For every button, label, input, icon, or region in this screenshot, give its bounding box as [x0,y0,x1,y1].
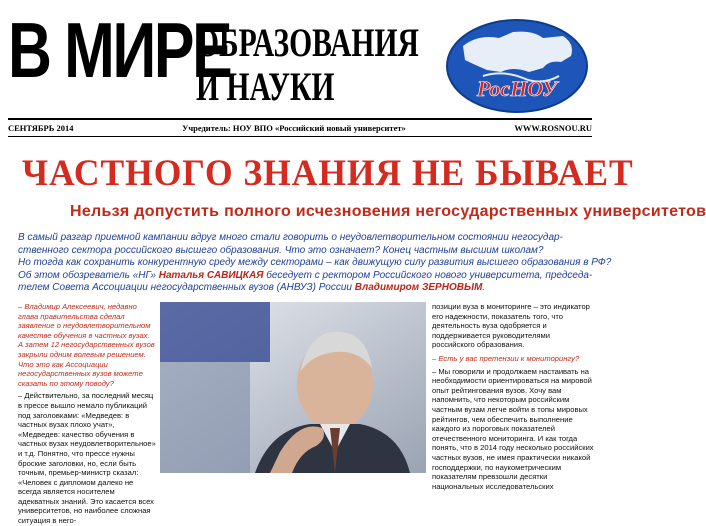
interview-answer: – Мы говорили и продолжаем настаивать на необходимости ориентироваться на мировой опыт рейтингования вузов. Хочу вам напомнить, что некоторым российским частным вузам легче войти в топы мировых рейтингов, чем обеспечить выполнение каждого из пороговых показателей отечественного мониторинга. И как тогда понять, что в 2014 году несколько российских частных вузов, не имея практически никакой господдержки, по наукометрическим показателям превзошли десятки национальных исследовательских [432,366,594,491]
article-column-left [18,302,156,526]
lead-line: телем Совета Ассоциации негосударственных вузов (АНВУЗ) России Владимиром ЗЕРНОВЫМ. [18,282,486,293]
lead-line: Об этом обозреватель «НГ» Наталья САВИЦКАЯ беседует с ректором Российского нового университета, председа- [18,269,593,281]
website-link[interactable]: WWW.ROSNOU.RU [514,123,592,133]
issue-date: СЕНТЯБРЬ 2014 [8,123,74,133]
logo-text: РосНОУ [476,76,558,101]
article-photo [160,302,426,473]
masthead-title-line1: ОБРАЗОВАНИЯ [196,20,419,65]
article-subheadline: Нельзя допустить полного исчезновения негосударственных университетов [70,203,706,220]
article-column-right [432,302,594,491]
masthead-title-line2: И НАУКИ [196,64,335,109]
masthead-rule-bottom [8,136,592,137]
journalist-name: Наталья САВИЦКАЯ [158,269,264,281]
masthead-info-bar [8,121,592,135]
article-paragraph: позиции вуза в мониторинге – это индикатор его надежности, показатель того, что деятельность вуза одобряется и поддерживается руководителями российского образования. [432,302,590,350]
portrait-photo [160,302,426,473]
lead-line: В самый разгар приемной кампании вдруг много стали говорить о неудовлетворительном состоянии негосудар- [18,232,563,243]
interview-question: – Есть у вас претензии к мониторингу? [432,353,580,363]
masthead-rule-top [8,118,592,120]
interviewee-name: Владимиром ЗЕРНОВЫМ [354,282,483,293]
interview-answer: – Действительно, за последний месяц в прессе вышло немало публикаций под заголовками: «Медведев: в частных вузах плохо учат», «Медведев: качество обучения в частных вузах неудовлетворительное» и т.д. Понятно, что прессе нужны броские заголовки, но, если быть точным, премьер-министр сказал: «Человек с дипломом далеко не всегда является носителем адекватных знаний. Это касается всех университетов, но наиболее сложная ситуация в него- [18,391,156,526]
masthead-title-main: В МИРЕ [8,6,231,94]
lead-line: Но тогда как сохранить конкурентную среду между секторами – как движущую силу развития высшего образования в РФ? [18,257,612,268]
rosnou-logo [443,16,591,120]
article-lead [18,232,612,295]
lead-line: ственного сектора российского высшего образования. Что это означает? Конец частным высшим школам? [18,244,544,256]
article-headline: ЧАСТНОГО ЗНАНИЯ НЕ БЫВАЕТ [22,153,634,194]
publisher-info: Учредитель: НОУ ВПО «Российский новый университет» [182,123,406,133]
interview-question: – Владимир Алексеевич, недавно глава правительства сделал заявление о неудовлетворительном качестве обучения в частных вузах. А затем 12 негосударственных вузов закрыли одним волевым решением. Что это как Ассоциации негосударственных вузов можете сказать по этому поводу? [18,302,155,388]
